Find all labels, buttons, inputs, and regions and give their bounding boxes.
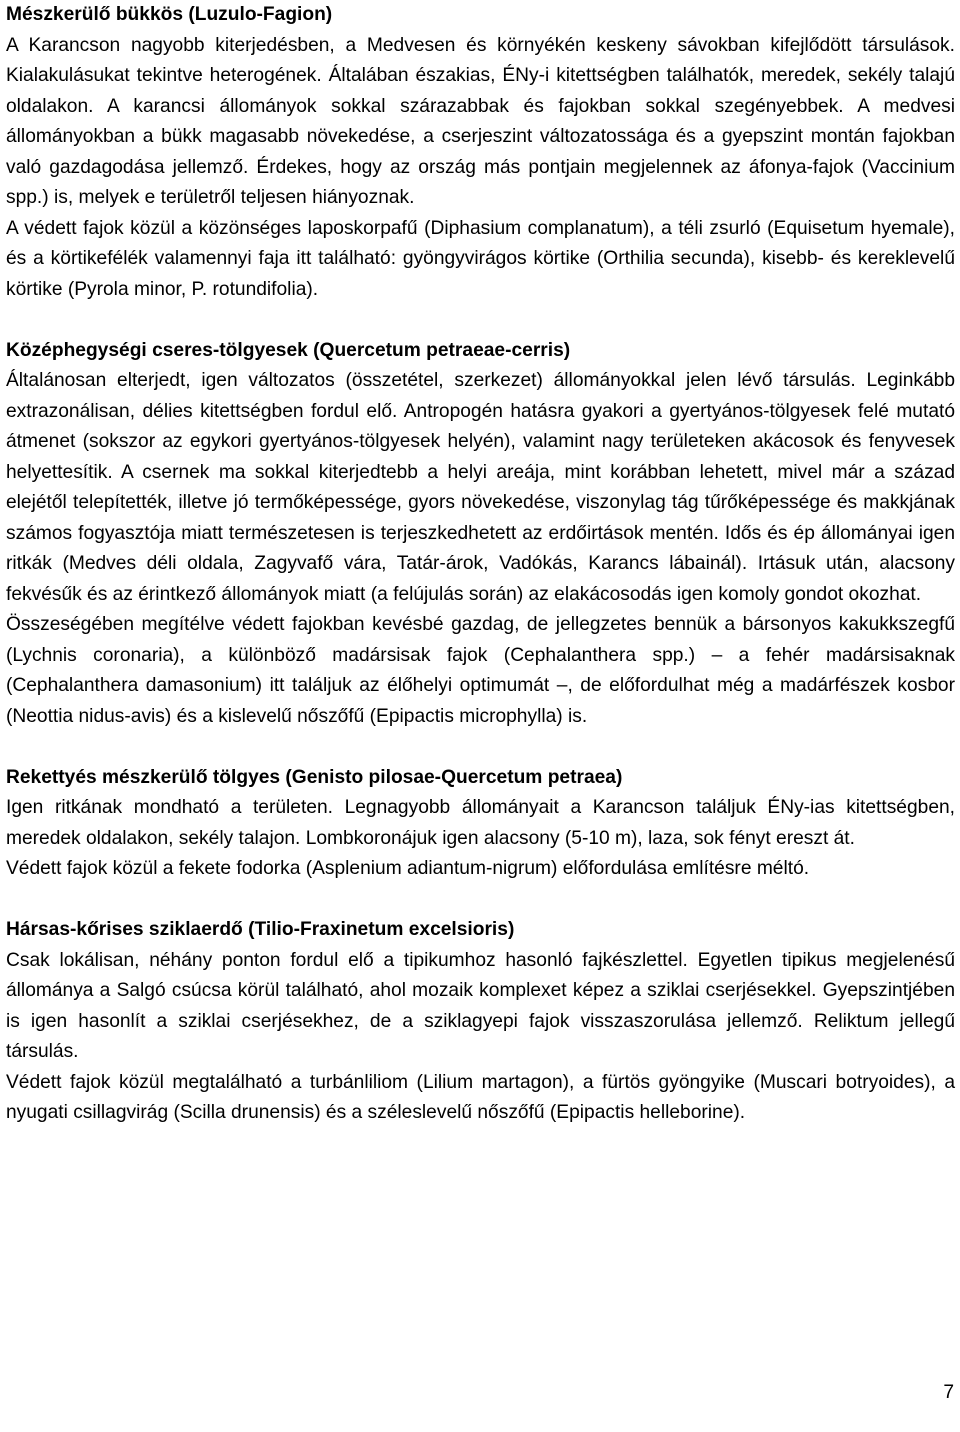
section-quercetum-petraeae-cerris [6,336,955,733]
paragraph: Csak lokálisan, néhány ponton fordul elő a tipikumhoz hasonló fajkészlettel. Egyetlen tipikus megjelenésű állománya a Salgó csúcsa körül található, ahol mozaik komplexet képez a sziklai cserjésekkel. Gyepszintjében is igen hasonlít a sziklai cserjésekhez, de a sziklagyepi fajok visszaszorulása jellemző. Reliktum jellegű társulás. [6,949,955,1062]
paragraph: A Karancson nagyobb kiterjedésben, a Medvesen és környékén keskeny sávokban kifejlődött társulások. Kialakulásukat tekintve heterogének. Általában északias, ÉNy-i kitettségben találhatók, meredek, sekély talajú oldalakon. A karancsi állományok sokkal szárazabbak és fajokban sokkal szegényebbek. A medvesi állományokban a bükk magasabb növekedése, a cserjeszint változatossága és a gyepszint montán fajokban való gazdagodása jellemző. Érdekes, hogy az ország más pontjain megjelennek az áfonya-fajok (Vaccinium spp.) is, melyek e területről teljesen hiányoznak. [6,34,955,208]
section-genisto-pilosae-quercetum [6,763,955,885]
section-spacer [6,885,955,916]
section-spacer [6,305,955,336]
section-luzulo-fagion [6,0,955,305]
section-heading: Mészkerülő bükkös (Luzulo-Fagion) [6,4,333,25]
paragraph: Védett fajok közül a fekete fodorka (Asplenium adiantum-nigrum) előfordulása említésre méltó. [6,858,810,879]
paragraph: Védett fajok közül megtalálható a turbánliliom (Lilium martagon), a fürtös gyöngyike (Muscari botryoides), a nyugati csillagvirág (Scilla drunensis) és a széleslevelű nőszőfű (Epipactis helleborine). [6,1071,955,1123]
document-page [6,0,955,1129]
paragraph: A védett fajok közül a közönséges laposkorpafű (Diphasium complanatum), a téli zsurló (Equisetum hyemale), és a körtikefélék valamennyi faja itt található: gyöngyvirágos körtike (Orthilia secunda), kisebb- és kereklevelű körtike (Pyrola minor, P. rotundifolia). [6,217,955,300]
section-tilio-fraxinetum [6,915,955,1129]
section-heading: Rekettyés mészkerülő tölgyes (Genisto pilosae-Quercetum petraea) [6,766,623,788]
section-spacer [6,732,955,763]
paragraph: Általánosan elterjedt, igen változatos (összetétel, szerkezet) állományokkal jelen lévő társulás. Leginkább extrazonálisan, délies kitettségben fordul elő. Antropogén hatásra gyakori a gyertyános-tölgyesek felé mutató átmenet (sokszor az egykori gyertyános-tölgyesek helyén), valamint nagy területeken akácosok és fenyvesek helyettesítik. A csernek ma sokkal kiterjedtebb a helyi areája, mint korábban lehetett, mivel már a század elejétől telepítették, illetve jó termőképessége, gyors növekedése, viszonylag tág tűrőképessége és makkjának számos fogyasztója miatt természetesen is terjeszkedhetett az erdőirtások mentén. Idős és ép állományai igen ritkák (Medves déli oldala, Zagyvafő vára, Tatár-árok, Vadókás, Karancs lábainál). Irtásuk után, alacsony fekvésűk és az érintkező állományok miatt (a felújulás során) az elakácosodás igen komoly gondot okozhat. [6,370,955,605]
section-heading: Hársas-kőrises sziklaerdő (Tilio-Fraxinetum excelsioris) [6,919,515,940]
page-number: 7 [943,1382,954,1403]
paragraph: Igen ritkának mondható a területen. Legnagyobb állományait a Karancson találjuk ÉNy-ias kitettségben, meredek oldalakon, sekély talajon. Lombkoronájuk igen alacsony (5-10 m), laza, sok fényt ereszt át. [6,797,955,849]
section-heading: Középhegységi cseres-tölgyesek (Quercetum petraeae-cerris) [6,339,571,361]
paragraph: Összeségében megítélve védett fajokban kevésbé gazdag, de jellegzetes bennük a bársonyos kakukkszegfű (Lychnis coronaria), a különböző madársisak fajok (Cephalanthera spp.) – a fehér madársisaknak (Cephalanthera damasonium) itt találjuk az élőhelyi optimumát –, de előfordulhat még a madárfészek kosbor (Neottia nidus-avis) és a kislevelű nőszőfű (Epipactis microphylla) is. [6,614,955,727]
